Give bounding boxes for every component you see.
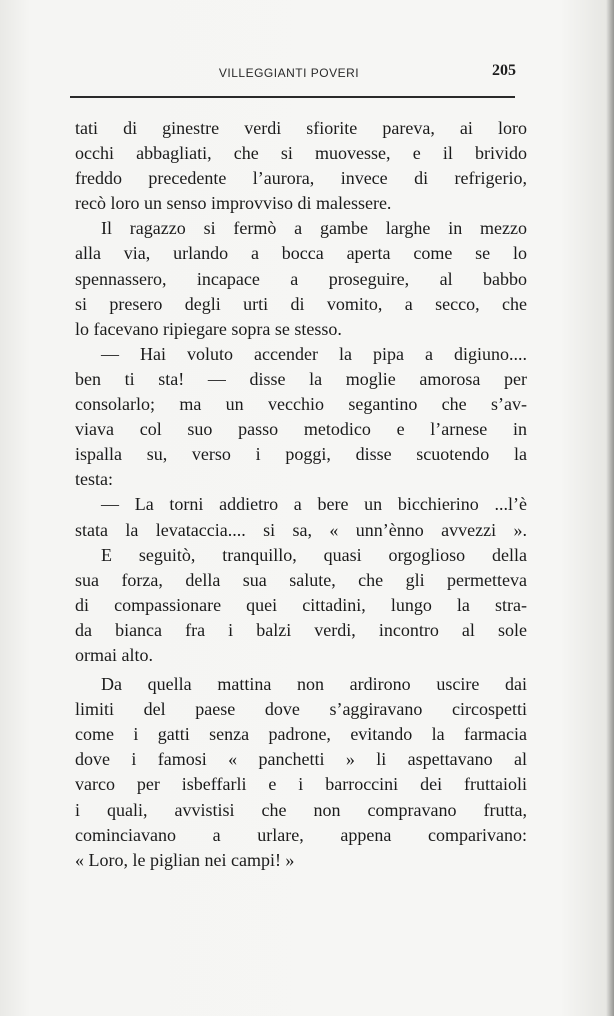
text-line: freddo precedente l’aurora, invece di refrigerio, bbox=[75, 168, 527, 189]
text-line: viava col suo passo metodico e l’arnese in bbox=[75, 419, 527, 440]
text-line: si presero degli urti di vomito, a secco, che bbox=[75, 293, 527, 314]
page-edge-shadow bbox=[606, 0, 614, 1016]
text-line: recò loro un senso improvviso di malessere. bbox=[75, 193, 392, 214]
text-line: consolarlo; ma un vecchio segantino che s’av- bbox=[75, 394, 527, 415]
text-line: ben ti sta! — disse la moglie amorosa per bbox=[75, 368, 527, 389]
text-line: di compassionare quei cittadini, lungo la stra- bbox=[75, 594, 527, 615]
text-line: ormai alto. bbox=[75, 644, 153, 665]
text-line: da bianca fra i balzi verdi, incontro al sole bbox=[75, 619, 527, 640]
text-line: varco per isbeffarli e i barroccini dei fruttaioli bbox=[75, 774, 527, 795]
text-line: sua forza, della sua salute, che gli permetteva bbox=[75, 569, 527, 590]
page-number: 205 bbox=[492, 62, 516, 79]
text-line: cominciavano a urlare, appena comparivano: bbox=[75, 824, 527, 845]
text-line: occhi abbagliati, che si muovesse, e il brivido bbox=[75, 143, 527, 164]
body-text bbox=[75, 116, 527, 873]
text-line: i quali, avvistisi che non compravano frutta, bbox=[75, 799, 527, 820]
text-line: alla via, urlando a bocca aperta come se lo bbox=[75, 243, 527, 264]
text-line: lo facevano ripiegare sopra se stesso. bbox=[75, 318, 342, 339]
text-line: Da quella mattina non ardirono uscire dai bbox=[101, 674, 527, 695]
running-title: VILLEGGIANTI POVERI bbox=[218, 66, 360, 80]
text-line: ispalla su, verso i poggi, disse scuotendo la bbox=[75, 444, 527, 465]
header-rule bbox=[70, 96, 515, 98]
running-head bbox=[62, 62, 516, 86]
text-line: come i gatti senza padrone, evitando la farmacia bbox=[75, 724, 527, 745]
text-line: tati di ginestre verdi sfiorite pareva, ai loro bbox=[75, 118, 527, 138]
text-line: — Hai voluto accender la pipa a digiuno.... bbox=[101, 343, 527, 364]
text-line: testa: bbox=[75, 469, 113, 490]
text-line: spennassero, incapace a proseguire, al babbo bbox=[75, 268, 527, 289]
text-line: — La torni addietro a bere un bicchierino ...l’è bbox=[101, 494, 527, 515]
text-line: stata la levataccia.... si sa, « unn’ènno avvezzi ». bbox=[75, 519, 527, 540]
text-line: E seguitò, tranquillo, quasi orgoglioso della bbox=[101, 544, 527, 565]
text-line: Il ragazzo si fermò a gambe larghe in mezzo bbox=[101, 218, 527, 239]
text-line: dove i famosi « panchetti » li aspettavano al bbox=[75, 749, 527, 770]
text-line: « Loro, le piglian nei campi! » bbox=[75, 849, 295, 870]
text-line: limiti del paese dove s’aggiravano circospetti bbox=[75, 699, 527, 720]
